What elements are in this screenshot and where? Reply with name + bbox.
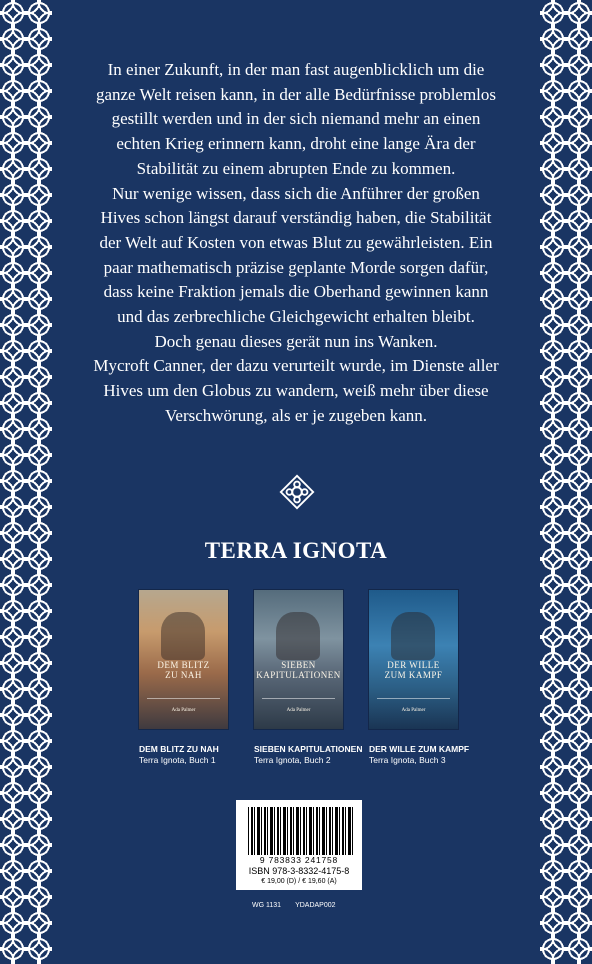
cover-author: Ada Palmer [171, 708, 196, 713]
isbn-label: ISBN 978-3-8332-4175-8 [248, 866, 350, 876]
book-cover-image [369, 590, 458, 729]
blurb-line: Doch genau dieses gerät nun ins Wanken. [154, 331, 438, 351]
cover-author: Ada Palmer [401, 708, 426, 713]
book-card [369, 590, 477, 766]
wg-code: WG 1131 [252, 902, 282, 909]
book-cover-image [139, 590, 228, 729]
cover-title: DEM BLITZ ZU NAH [157, 660, 210, 680]
ref-code: YDADAP002 [295, 902, 336, 909]
blurb-line: gestillt werden und in der sich niemand mehr an einen [111, 109, 481, 129]
blurb-line: dass keine Fraktion jemals die Oberhand gewinnen kann [103, 282, 489, 302]
left-lattice-border [0, 0, 52, 964]
book-series-label: Terra Ignota, Buch 3 [369, 755, 446, 765]
product-codes [252, 902, 336, 909]
blurb-line: Hives um den Globus zu wandern, weiß mehr über diese [103, 381, 489, 401]
filigree-ornament-icon [278, 473, 316, 511]
price-label: € 19,00 (D) / € 19,60 (A) [261, 878, 337, 885]
book-title: DER WILLE ZUM KAMPF [369, 744, 470, 754]
cover-title: SIEBEN KAPITULATIONEN [256, 660, 341, 680]
blurb-line: In einer Zukunft, in der man fast augenblicklich um die [107, 60, 485, 79]
blurb-line: paar mathematisch präzise geplante Morde sorgen dafür, [103, 257, 489, 277]
book-series-label: Terra Ignota, Buch 2 [254, 755, 331, 765]
cover-title: DER WILLE ZUM KAMPF [384, 660, 443, 680]
book-card [254, 590, 362, 766]
book-card [139, 590, 247, 766]
blurb-text [80, 58, 512, 429]
barcode-panel [236, 800, 362, 890]
blurb-line: ganze Welt reisen kann, in der alle Bedürfnisse problemlos [95, 84, 497, 104]
cover-illustration [391, 612, 435, 660]
blurb-line: Stabilität zu einem abrupten Ende zu kommen. [136, 158, 456, 178]
blurb-line: Nur wenige wissen, dass sich die Anführer der großen [112, 183, 480, 203]
barcode-icon [248, 807, 354, 855]
cover-divider [377, 698, 450, 699]
barcode-digits: 9 783833 241758 [259, 855, 339, 865]
blurb-line: Hives schon längst darauf verständig haben, die Stabilität [100, 208, 492, 228]
cover-divider [262, 698, 335, 699]
book-title: SIEBEN KAPITULATIONEN [254, 744, 363, 754]
blurb-line: Mycroft Canner, der dazu verurteilt wurde, im Dienste aller [93, 356, 499, 376]
blurb-line: und das zerbrechliche Gleichgewicht erhalten bleibt. [117, 307, 475, 327]
cover-author: Ada Palmer [286, 708, 311, 713]
cover-illustration [161, 612, 205, 660]
series-title: TERRA IGNOTA [204, 538, 388, 563]
right-lattice-border [540, 0, 592, 964]
blurb-line: Verschwörung, als er je zugeben kann. [165, 405, 427, 425]
cover-illustration [276, 612, 320, 660]
blurb-line: der Welt auf Kosten von etwas Blut zu gewährleisten. Ein [99, 232, 493, 252]
blurb-line: echten Krieg erinnern kann, droht eine lange Ära der [116, 134, 476, 154]
cover-divider [147, 698, 220, 699]
book-series-label: Terra Ignota, Buch 1 [139, 755, 216, 765]
book-cover-image [254, 590, 343, 729]
book-title: DEM BLITZ ZU NAH [139, 744, 219, 754]
